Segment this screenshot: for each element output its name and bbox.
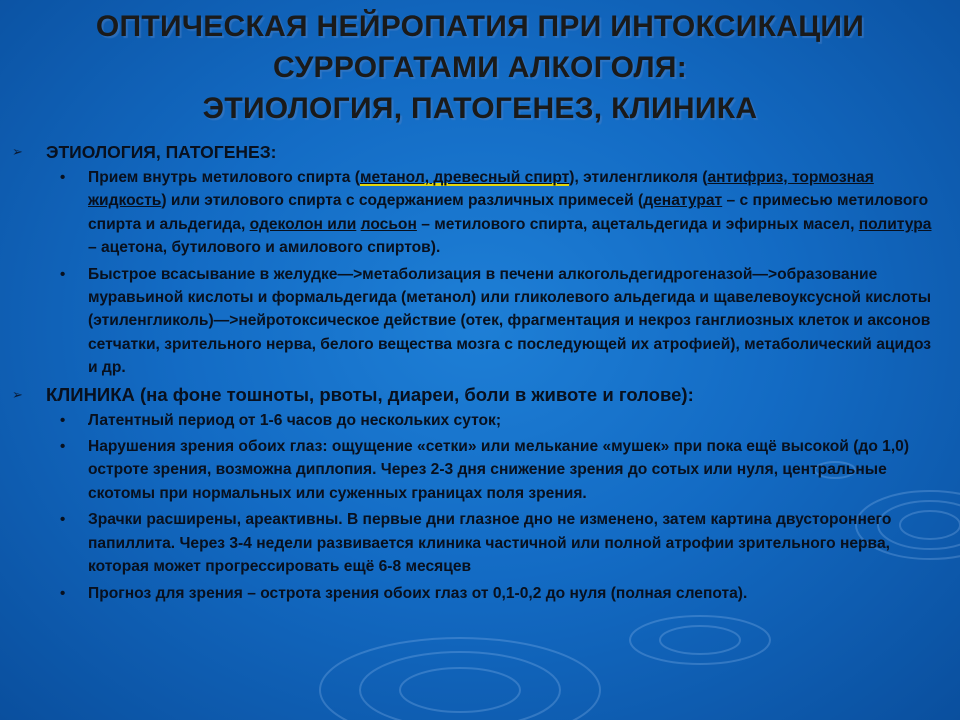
dot-bullet-icon: • bbox=[60, 169, 66, 186]
slide-title bbox=[0, 6, 960, 129]
clinic-list bbox=[0, 409, 960, 605]
section-heading-text: КЛИНИКА (на фоне тошноты, рвоты, диареи, боли в животе и голове): bbox=[46, 383, 694, 405]
dot-bullet-icon: • bbox=[60, 411, 66, 429]
link-polish[interactable]: политура bbox=[858, 215, 932, 233]
list-item bbox=[0, 582, 960, 605]
dot-bullet-icon: • bbox=[60, 265, 66, 283]
section-etiology-heading bbox=[0, 140, 960, 164]
list-item bbox=[0, 508, 960, 578]
list-item bbox=[0, 166, 960, 260]
link-denatured[interactable]: денатурат bbox=[643, 192, 723, 210]
text: – с примесью метилового спирта и альдегида, bbox=[88, 192, 929, 233]
list-item bbox=[0, 409, 960, 432]
text: Нарушения зрения обоих глаз: ощущение «сетки» или мелькание «мушек» при пока ещё высокой (до 1,0) остроте зрения, возможна диплопия. Через 2-3 дня снижение зрения до сотых или нуля, центральные скотомы при нормальных или суженных границах поля зрения. bbox=[88, 438, 910, 502]
text: Зрачки расширены, ареактивны. В первые дни глазное дно не изменено, затем картина двустороннего папиллита. Через 3-4 недели развивается клиника частичной или полной атрофии зрительного нерва, которая может прогрессировать ещё 6-8 месяцев bbox=[88, 511, 892, 576]
arrow-bullet-icon: ➢ bbox=[12, 386, 23, 402]
text: ), этиленгликоля ( bbox=[569, 169, 708, 186]
list-item bbox=[0, 263, 960, 380]
link-lotion[interactable]: лосьон bbox=[360, 215, 417, 233]
title-line-3: ЭТИОЛОГИЯ, ПАТОГЕНЕЗ, КЛИНИКА bbox=[202, 92, 758, 125]
link-methanol[interactable]: метанол, древесный спирт bbox=[359, 169, 570, 186]
text: – ацетона, бутилового и амилового спиртов). bbox=[88, 239, 441, 257]
title-line-1: ОПТИЧЕСКАЯ НЕЙРОПАТИЯ ПРИ ИНТОКСИКАЦИИ bbox=[95, 10, 865, 43]
section-heading-text: ЭТИОЛОГИЯ, ПАТОГЕНЕЗ: bbox=[46, 142, 277, 162]
link-antifreeze[interactable]: антифриз, тормозная жидкость bbox=[88, 169, 874, 210]
etiology-list bbox=[0, 166, 960, 380]
dot-bullet-icon: • bbox=[60, 511, 66, 529]
text: Прогноз для зрения – острота зрения обоих глаз от 0,1-0,2 до нуля (полная слепота). bbox=[88, 584, 748, 602]
text: – метилового спирта, ацетальдегида и эфирных масел, bbox=[416, 215, 859, 233]
text: Быстрое всасывание в желудке—>метаболизация в печени алкогольдегидрогеназой—>образование муравьиной кислоты и формальдегида (метанол) или гликолевого альдегида и щавелевоуксусной кислоты (этиленгликоль)—>нейротоксическое действие (отек, фрагментация и некроз ганглиозных клеток и аксонов сетчатки, зрительного нерва, белого вещества мозга с последующей их атрофией), метаболический ацидоз и др. bbox=[88, 265, 932, 377]
dot-bullet-icon: • bbox=[60, 438, 66, 456]
dot-bullet-icon: • bbox=[60, 584, 66, 602]
text: Латентный период от 1-6 часов до нескольких суток; bbox=[88, 411, 502, 429]
section-clinic-heading bbox=[0, 383, 960, 407]
slide-content bbox=[0, 140, 960, 608]
link-cologne[interactable]: одеколон или bbox=[249, 215, 357, 233]
text: Прием внутрь метилового спирта ( bbox=[88, 169, 360, 186]
text: ) или этилового спирта с содержанием различных примесей ( bbox=[161, 192, 644, 210]
title-line-2: СУРРОГАТАМИ АЛКОГОЛЯ: bbox=[273, 51, 687, 84]
list-item bbox=[0, 435, 960, 505]
arrow-bullet-icon: ➢ bbox=[12, 144, 23, 159]
